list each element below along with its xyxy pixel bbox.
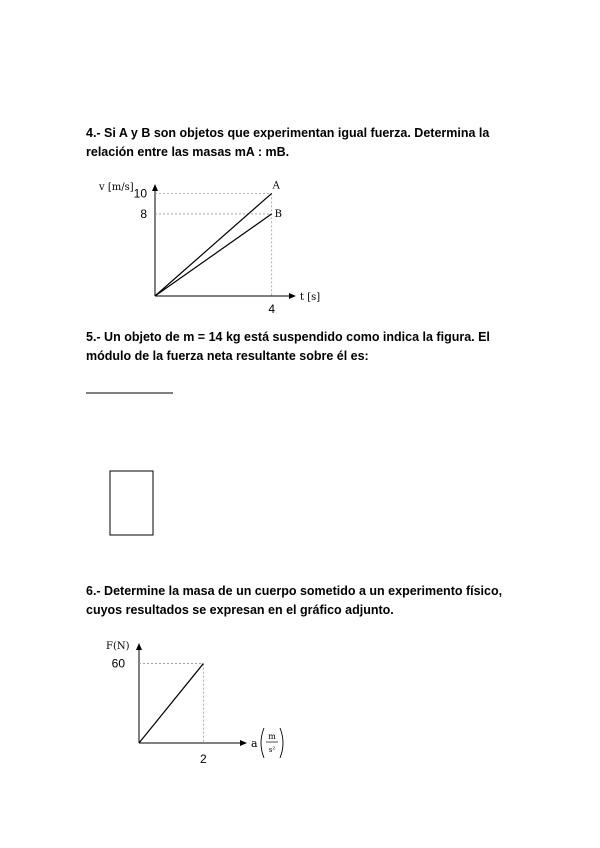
chart2-y-arrow-icon [136,643,142,650]
chart2-y-label: F(N) [106,641,130,652]
chart2-x-label-paren-left [261,728,264,758]
force-acceleration-chart [106,641,283,766]
chart1-series-label-a: A [272,180,280,192]
velocity-time-chart [98,180,320,316]
question-4-line-1: 4.- Si A y B son objetos que experimentan igual fuerza. Determina la [86,126,490,140]
chart2-series-line [139,664,203,743]
chart1-x-arrow-icon [289,293,296,299]
chart1-y-arrow-icon [152,184,158,191]
question-5-line-1: 5.- Un objeto de m = 14 kg está suspendido como indica la figura. El [86,330,490,344]
chart2-x-label: a [251,737,258,750]
chart2-x-label-denominator: s² [268,746,276,754]
question-6-line-1: 6.- Determine la masa de un cuerpo sometido a un experimento físico, [86,584,503,598]
chart1-x-label: t [s] [300,292,321,303]
chart1-series-line-b [155,214,272,296]
chart2-x-label-paren-right [280,728,283,758]
suspended-object-box [110,471,153,535]
chart2-x-arrow-icon [240,740,247,746]
question-4-line-2: relación entre las masas mA : mB. [86,145,290,159]
chart1-y-tick-label: 8 [140,206,147,221]
chart2-y-tick-label: 60 [111,656,125,671]
chart2-x-label-numerator: m [268,732,276,741]
chart1-series-label-b: B [274,208,283,220]
chart1-y-label: v [m/s] [99,182,134,193]
chart2-x-tick-label: 2 [200,752,207,766]
chart1-y-tick-label: 10 [133,186,147,201]
question-6-line-2: cuyos resultados se expresan en el gráfico adjunto. [86,603,394,617]
chart1-x-tick-label: 4 [268,302,276,316]
chart1-series-line-a [155,193,272,296]
question-5-line-2: módulo de la fuerza neta resultante sobre él es: [86,349,369,363]
